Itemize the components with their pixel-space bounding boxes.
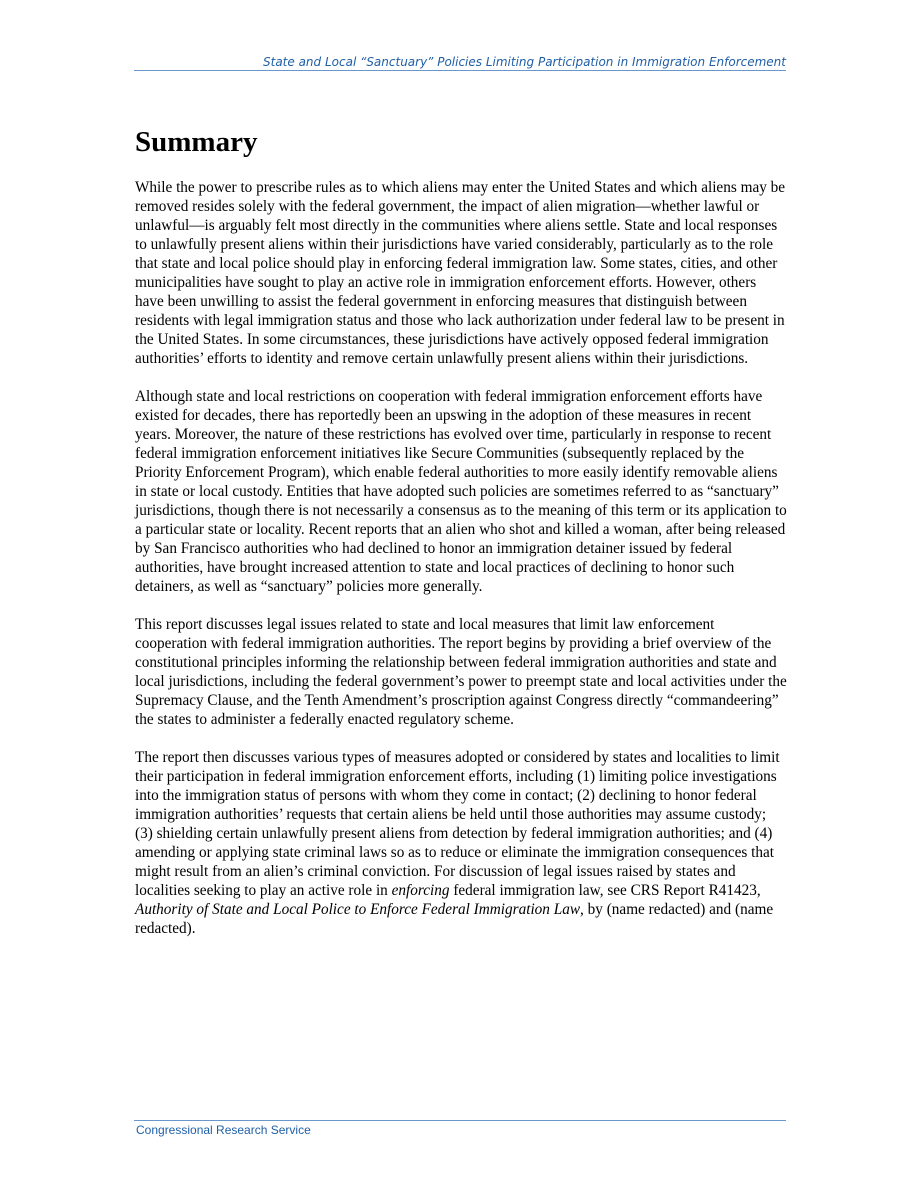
page-title: Summary — [135, 126, 258, 158]
report-title-citation: Authority of State and Local Police to Enforce Federal Immigration Law — [135, 901, 581, 918]
running-header: State and Local “Sanctuary” Policies Limiting Participation in Immigration Enforcement — [263, 55, 786, 69]
footer-divider — [134, 1120, 786, 1121]
document-body — [135, 178, 787, 957]
paragraph-1: While the power to prescribe rules as to which aliens may enter the United States and which aliens may be removed resides solely with the federal government, the impact of alien migration—whether lawful or unlawful—is arguably felt most directly in the communities where aliens settle. State and local responses to unlawfully present aliens within their jurisdictions have varied considerably, particularly as to the role that state and local police should play in enforcing federal immigration law. Some states, cities, and other municipalities have sought to play an active role in immigration enforcement efforts. However, others have been unwilling to assist the federal government in enforcing measures that distinguish between residents with legal immigration status and those who lack authorization under federal law to be present in the United States. In some circumstances, these jurisdictions have actively opposed federal immigration authorities’ efforts to identity and remove certain unlawfully present aliens within their jurisdictions. — [135, 179, 786, 367]
header-divider — [134, 70, 786, 71]
paragraph-4-text-3: , by (name redacted) and (name redacted). — [135, 901, 774, 937]
paragraph-4-text: The report then discusses various types of measures adopted or considered by states and localities to limit their participation in federal immigration enforcement efforts, including (1) limiting police investigations into the immigration status of persons with whom they come in contact; (2) declining to honor federal immigration authorities’ requests that certain aliens be held until those authorities may assume custody; (3) shielding certain unlawfully present aliens from detection by federal immigration authorities; and (4) amending or applying state criminal laws so as to reduce or eliminate the immigration consequences that might result from an alien’s criminal conviction. For discussion of legal issues raised by states and localities seeking to play an active role in — [135, 749, 780, 899]
paragraph-4 — [135, 748, 787, 938]
paragraph-2: Although state and local restrictions on cooperation with federal immigration enforcement efforts have existed for decades, there has reportedly been an upswing in the adoption of these measures in recent years. Moreover, the nature of these restrictions has evolved over time, particularly in response to recent federal immigration enforcement initiatives like Secure Communities (subsequently replaced by the Priority Enforcement Program), which enable federal authorities to more easily identify removable aliens in state or local custody. Entities that have adopted such policies are sometimes referred to as “sanctuary” jurisdictions, though there is not necessarily a consensus as to the meaning of this term or its application to a particular state or locality. Recent reports that an alien who shot and killed a woman, after being released by San Francisco authorities who had declined to honor an immigration detainer issued by federal authorities, have brought increased attention to state and local practices of declining to honor such detainers, as well as “sanctuary” policies more generally. — [135, 388, 787, 595]
paragraph-4-text-2: federal immigration law, see CRS Report R41423, — [449, 882, 761, 899]
footer-organization: Congressional Research Service — [136, 1123, 311, 1137]
emphasis-enforcing: enforcing — [391, 882, 450, 899]
paragraph-3: This report discusses legal issues related to state and local measures that limit law enforcement cooperation with federal immigration authorities. The report begins by providing a brief overview of the constitutional principles informing the relationship between federal immigration authorities and state and local jurisdictions, including the federal government’s power to preempt state and local activities under the Supremacy Clause, and the Tenth Amendment’s proscription against Congress directly “commandeering” the states to administer a federally enacted regulatory scheme. — [135, 616, 787, 728]
